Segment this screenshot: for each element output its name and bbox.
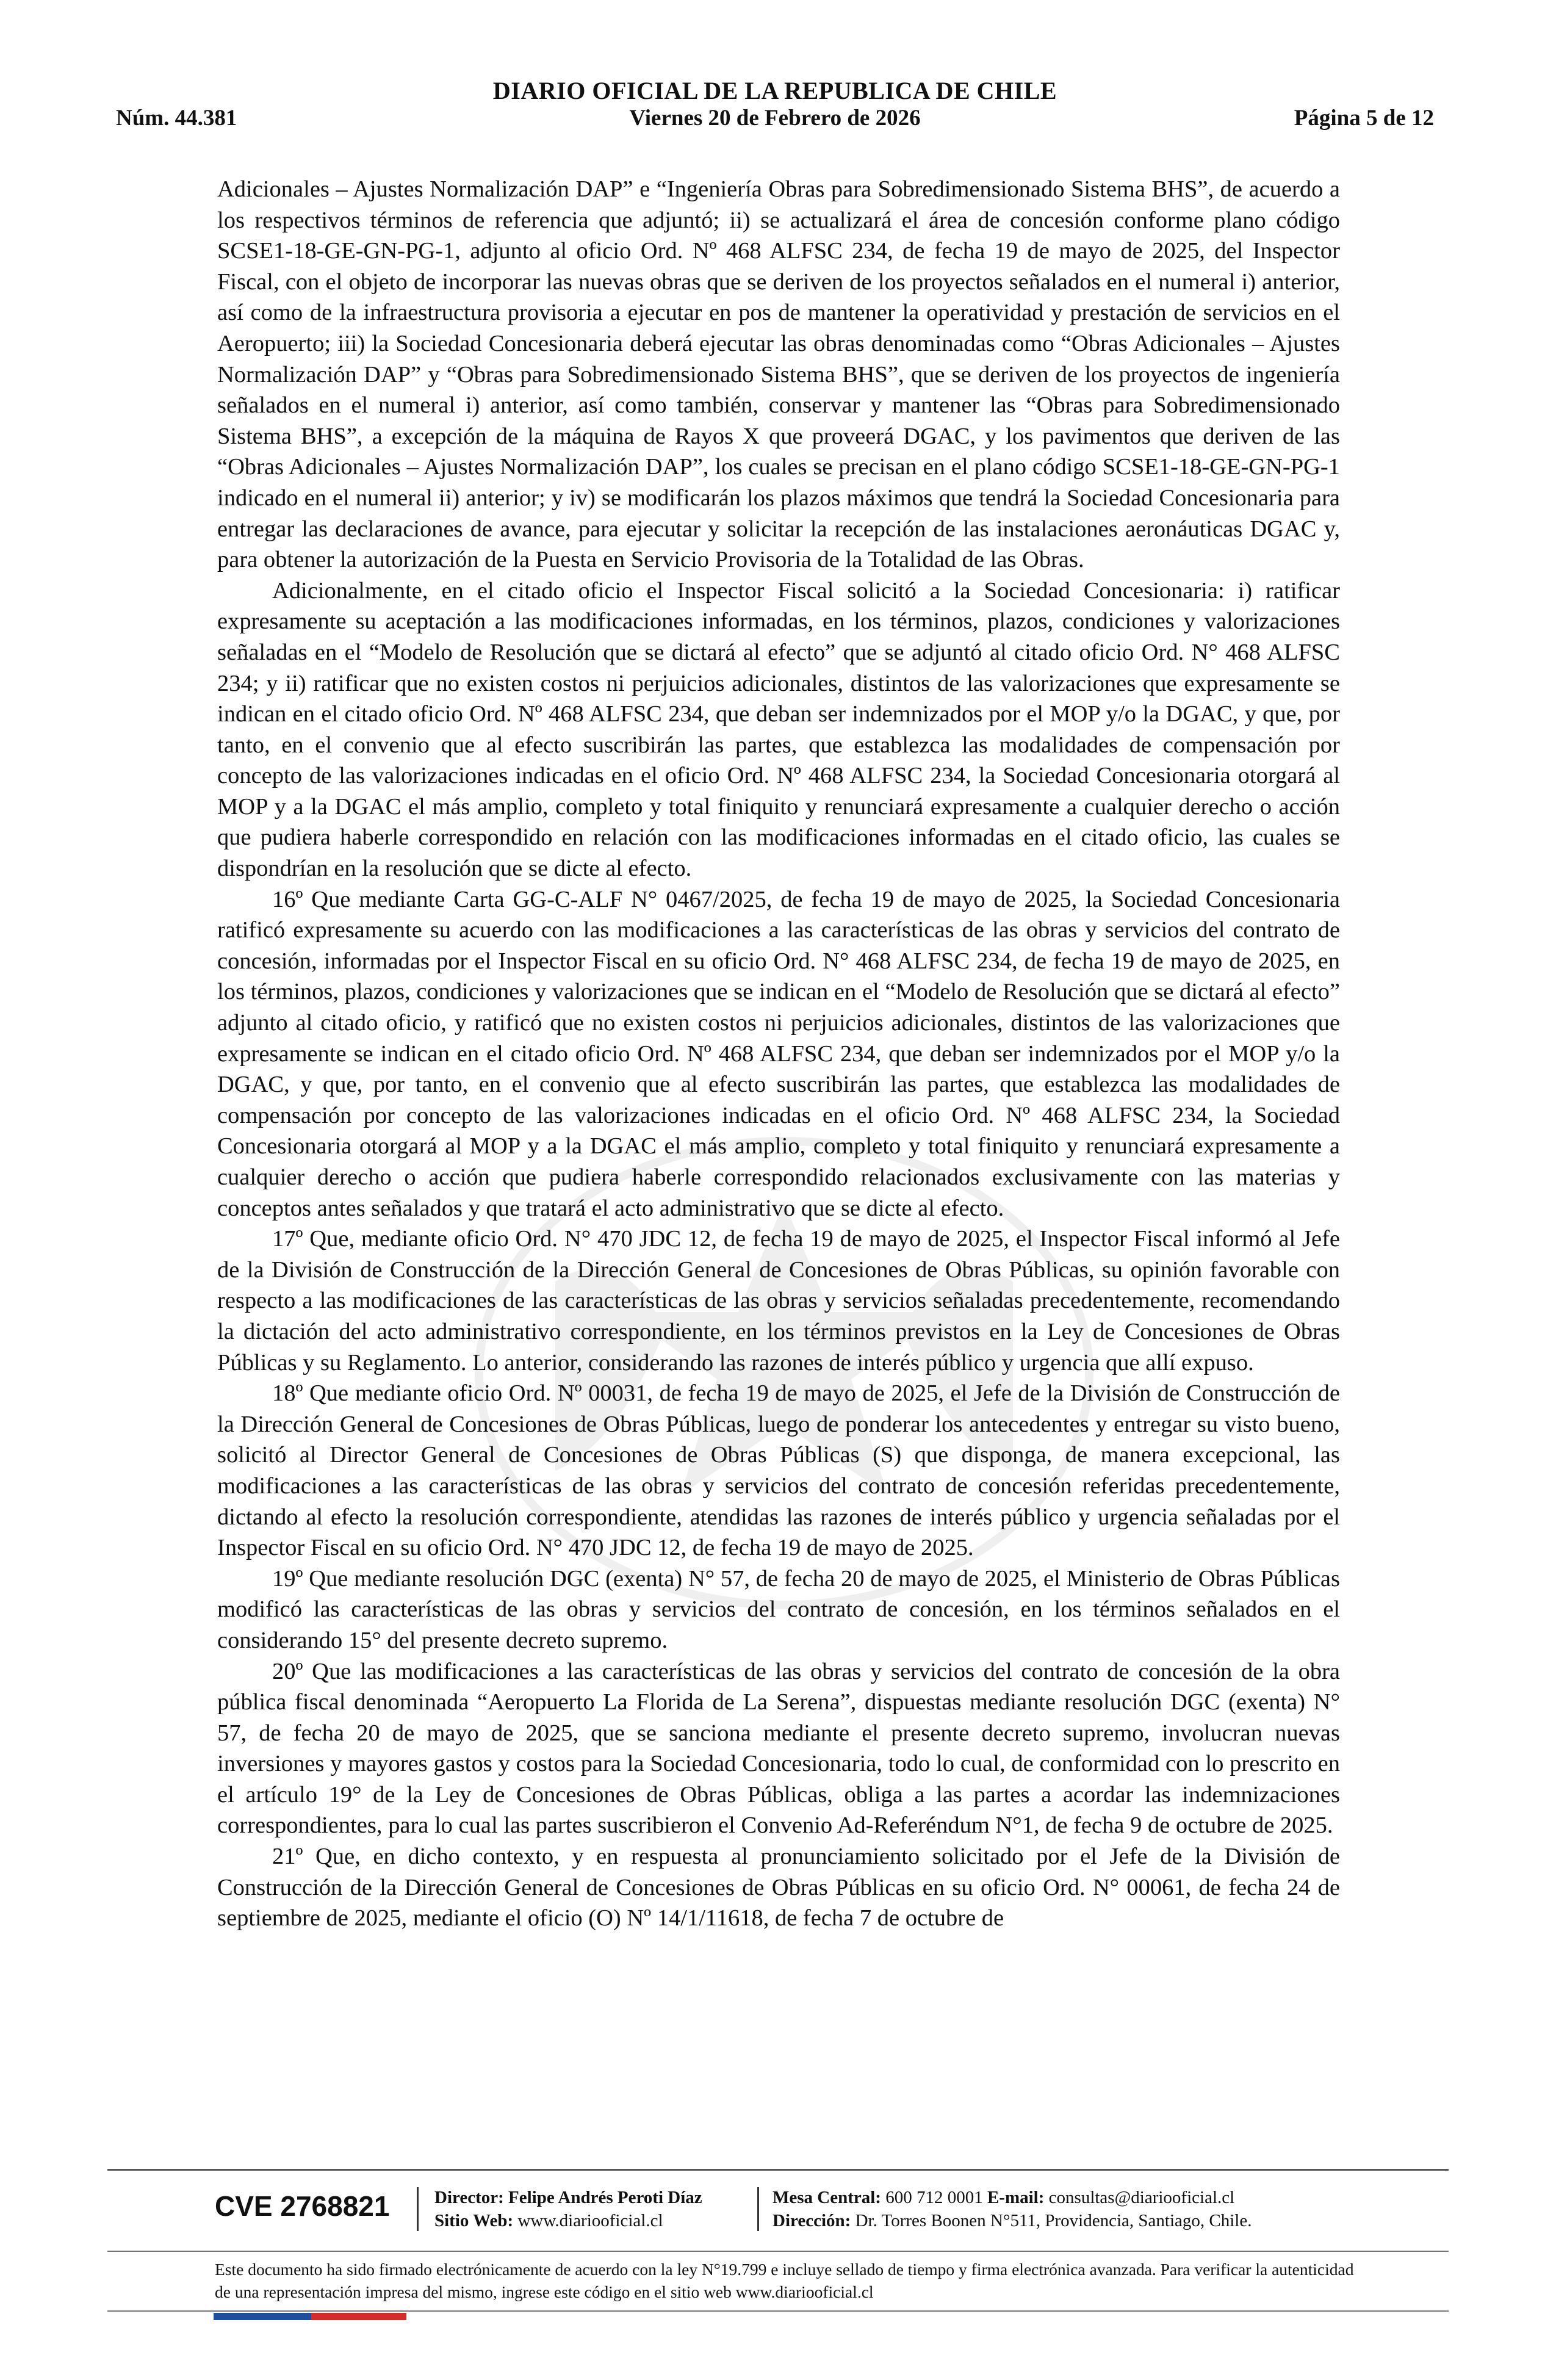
flag-stripe-red xyxy=(311,2313,406,2320)
phone-label: Mesa Central: xyxy=(773,2188,881,2207)
cve-code: CVE 2768821 xyxy=(215,2190,390,2222)
footer-divider xyxy=(417,2187,419,2231)
website-label: Sitio Web: xyxy=(434,2211,514,2230)
paragraph-18: 18º Que mediante oficio Ord. Nº 00031, de fecha 19 de mayo de 2025, el Jefe de la División de Construcción de la Dirección General de Concesiones de Obras Públicas, luego de ponderar los antecedentes y entregar su visto bueno, solicitó al Director General de Concesiones de Obras Públicas (S) que disponga, de manera excepcional, las modificaciones a las características de las obras y servicios del contrato de concesión referidas precedentemente, dictando al efecto la resolución correspondiente, atendidas las razones de interés público y urgencia señaladas por el Inspector Fiscal en su oficio Ord. N° 470 JDC 12, de fecha 19 de mayo de 2025. xyxy=(217,1380,1340,1561)
website-line xyxy=(434,2209,702,2232)
footer-top-rule xyxy=(107,2169,1449,2171)
contact-block xyxy=(773,2186,1252,2232)
website-link[interactable]: www.diariooficial.cl xyxy=(517,2211,663,2230)
page-number: Página 5 de 12 xyxy=(1294,106,1434,131)
paragraph-20: 20º Que las modificaciones a las características de las obras y servicios del contrato de concesión de la obra pública fiscal denominada “Aeropuerto La Florida de La Serena”, dispuestas mediante resolución DGC (exenta) N° 57, de fecha 20 de mayo de 2025, que se sanciona mediante el presente decreto supremo, involucran nuevas inversiones y mayores gastos y costos para la Sociedad Concesionaria, todo lo cual, de conformidad con lo prescrito en el artículo 19° de la Ley de Concesiones de Obras Públicas, obliga a las partes a acordar las indemnizaciones correspondientes, para lo cual las partes suscribieron el Convenio Ad-Referéndum N°1, de fecha 9 de octubre de 2025. xyxy=(217,1658,1340,1839)
masthead xyxy=(116,77,1434,132)
director-label: Director: xyxy=(434,2188,504,2207)
phone-number: 600 712 0001 xyxy=(885,2188,983,2207)
paragraph-21: 21º Que, en dicho contexto, y en respuesta al pronunciamiento solicitado por el Jefe de la División de Construcción de la Dirección General de Concesiones de Obras Públicas en su oficio Ord. N° 00061, de fecha 24 de septiembre de 2025, mediante el oficio (O) Nº 14/1/11618, de fecha 7 de octubre de xyxy=(217,1844,1340,1931)
page-footer xyxy=(107,2179,1449,2246)
address-text: Dr. Torres Boonen N°511, Providencia, Santiago, Chile. xyxy=(855,2211,1252,2230)
paragraph-19: 19º Que mediante resolución DGC (exenta) N° 57, de fecha 20 de mayo de 2025, el Ministerio de Obras Públicas modificó las características de las obras y servicios del contrato de concesión, en los términos señalados en el considerando 15° del presente decreto supremo. xyxy=(217,1565,1340,1653)
flag-stripe-blue xyxy=(214,2313,311,2320)
paragraph-continuation: Adicionales – Ajustes Normalización DAP” e “Ingeniería Obras para Sobredimensionado Sistema BHS”, de acuerdo a los respectivos términos de referencia que adjuntó; ii) se actualizará el área de concesión conforme plano código SCSE1-18-GE-GN-PG-1, adjunto al oficio Ord. Nº 468 ALFSC 234, de fecha 19 de mayo de 2025, del Inspector Fiscal, con el objeto de incorporar las nuevas obras que se deriven de los proyectos señalados en el numeral i) anterior, así como de la infraestructura provisoria a ejecutar en pos de mantener la operatividad y prestación de servicios en el Aeropuerto; iii) la Sociedad Concesionaria deberá ejecutar las obras denominadas como “Obras Adicionales – Ajustes Normalización DAP” y “Obras para Sobredimensionado Sistema BHS”, que se deriven de los proyectos de ingeniería señalados en el numeral i) anterior, así como también, conservar y mantener las “Obras para Sobredimensionado Sistema BHS”, a excepción de la máquina de Rayos X que proveerá DGAC, y los pavimentos que deriven de las “Obras Adicionales – Ajustes Normalización DAP”, los cuales se precisan en el plano código SCSE1-18-GE-GN-PG-1 indicado en el numeral ii) anterior; y iv) se modificarán los plazos máximos que tendrá la Sociedad Concesionaria para entregar las declaraciones de avance, para ejecutar y solicitar la recepción de las instalaciones aeronáuticas DGAC y, para obtener la autorización de la Puesta en Servicio Provisoria de la Totalidad de las Obras. xyxy=(217,176,1340,573)
footer-middle-rule xyxy=(107,2251,1449,2252)
footer-divider xyxy=(757,2187,759,2231)
footer-bottom-rule xyxy=(107,2310,1449,2312)
email-label: E-mail: xyxy=(987,2188,1045,2207)
paragraph-16: 16º Que mediante Carta GG-C-ALF N° 0467/2025, de fecha 19 de mayo de 2025, la Sociedad Concesionaria ratificó expresamente su acuerdo con las modificaciones a las características de las obras y servicios del contrato de concesión, informadas por el Inspector Fiscal en su oficio Ord. N° 468 ALFSC 234, de fecha 19 de mayo de 2025, en los términos, plazos, condiciones y valorizaciones que se indican en el “Modelo de Resolución que se dictará al efecto” adjunto al citado oficio, y ratificó que no existen costos ni perjuicios adicionales, distintos de las valorizaciones que expresamente se indican en el citado oficio Ord. Nº 468 ALFSC 234, que deban ser indemnizados por el MOP y/o la DGAC, y que, por tanto, en el convenio que al efecto suscribirán las partes, que establezca las modalidades de compensación por concepto de las valorizaciones indicadas en el oficio Ord. Nº 468 ALFSC 234, la Sociedad Concesionaria otorgará al MOP y a la DGAC el más amplio, completo y total finiquito y renunciará expresamente a cualquier derecho o acción que pudiera haberle correspondido relacionados exclusivamente con las materias y conceptos antes señalados y que tratará el acto administrativo que se dicte al efecto. xyxy=(217,886,1340,1221)
page-header xyxy=(116,77,1434,135)
publication-date: Viernes 20 de Febrero de 2026 xyxy=(629,106,921,131)
director-line xyxy=(434,2186,702,2209)
issue-number: Núm. 44.381 xyxy=(116,106,237,131)
paragraph-additional-request: Adicionalmente, en el citado oficio el Inspector Fiscal solicitó a la Sociedad Concesionaria: i) ratificar expresamente su aceptación a las modificaciones informadas, en los términos, plazos, condiciones y valorizaciones señaladas en el “Modelo de Resolución que se dictará al efecto” que se adjuntó al citado oficio Ord. N° 468 ALFSC 234; y ii) ratificar que no existen costos ni perjuicios adicionales, distintos de las valorizaciones que expresamente se indican en el citado oficio Ord. Nº 468 ALFSC 234, que deban ser indemnizados por el MOP y/o la DGAC, y que, por tanto, en el convenio que al efecto suscribirán las partes, que establezca las modalidades de compensación por concepto de las valorizaciones indicadas en el oficio Ord. Nº 468 ALFSC 234, la Sociedad Concesionaria otorgará al MOP y a la DGAC el más amplio, completo y total finiquito y renunciará expresamente a cualquier derecho o acción que pudiera haberle correspondido en relación con las modificaciones informadas en el citado oficio, las cuales se dispondrían en la resolución que se dicte al efecto. xyxy=(217,577,1340,882)
legal-notice: Este documento ha sido firmado electrónicamente de acuerdo con la ley N°19.799 e incluye sellado de tiempo y firma electrónica avanzada. Para verificar la autenticidad de una representación impresa del mismo, ingrese este código en el sitio web www.diariooficial.cl xyxy=(215,2260,1354,2301)
director-block xyxy=(434,2186,702,2232)
publication-title: DIARIO OFICIAL DE LA REPUBLICA DE CHILE xyxy=(492,77,1057,104)
document-body xyxy=(217,174,1340,1934)
email-link[interactable]: consultas@diariooficial.cl xyxy=(1048,2188,1235,2207)
address-line xyxy=(773,2209,1252,2232)
phone-email-line xyxy=(773,2186,1252,2209)
director-name: Felipe Andrés Peroti Díaz xyxy=(508,2188,702,2207)
address-label: Dirección: xyxy=(773,2211,851,2230)
paragraph-17: 17º Que, mediante oficio Ord. N° 470 JDC 12, de fecha 19 de mayo de 2025, el Inspector Fiscal informó al Jefe de la División de Construcción de la Dirección General de Concesiones de Obras Públicas, su opinión favorable con respecto a las modificaciones de las características de las obras y servicios señaladas precedentemente, recomendando la dictación del acto administrativo correspondiente, en los términos previstos en la Ley de Concesiones de Obras Públicas y su Reglamento. Lo anterior, considerando las razones de interés público y urgencia que allí expuso. xyxy=(217,1226,1340,1376)
